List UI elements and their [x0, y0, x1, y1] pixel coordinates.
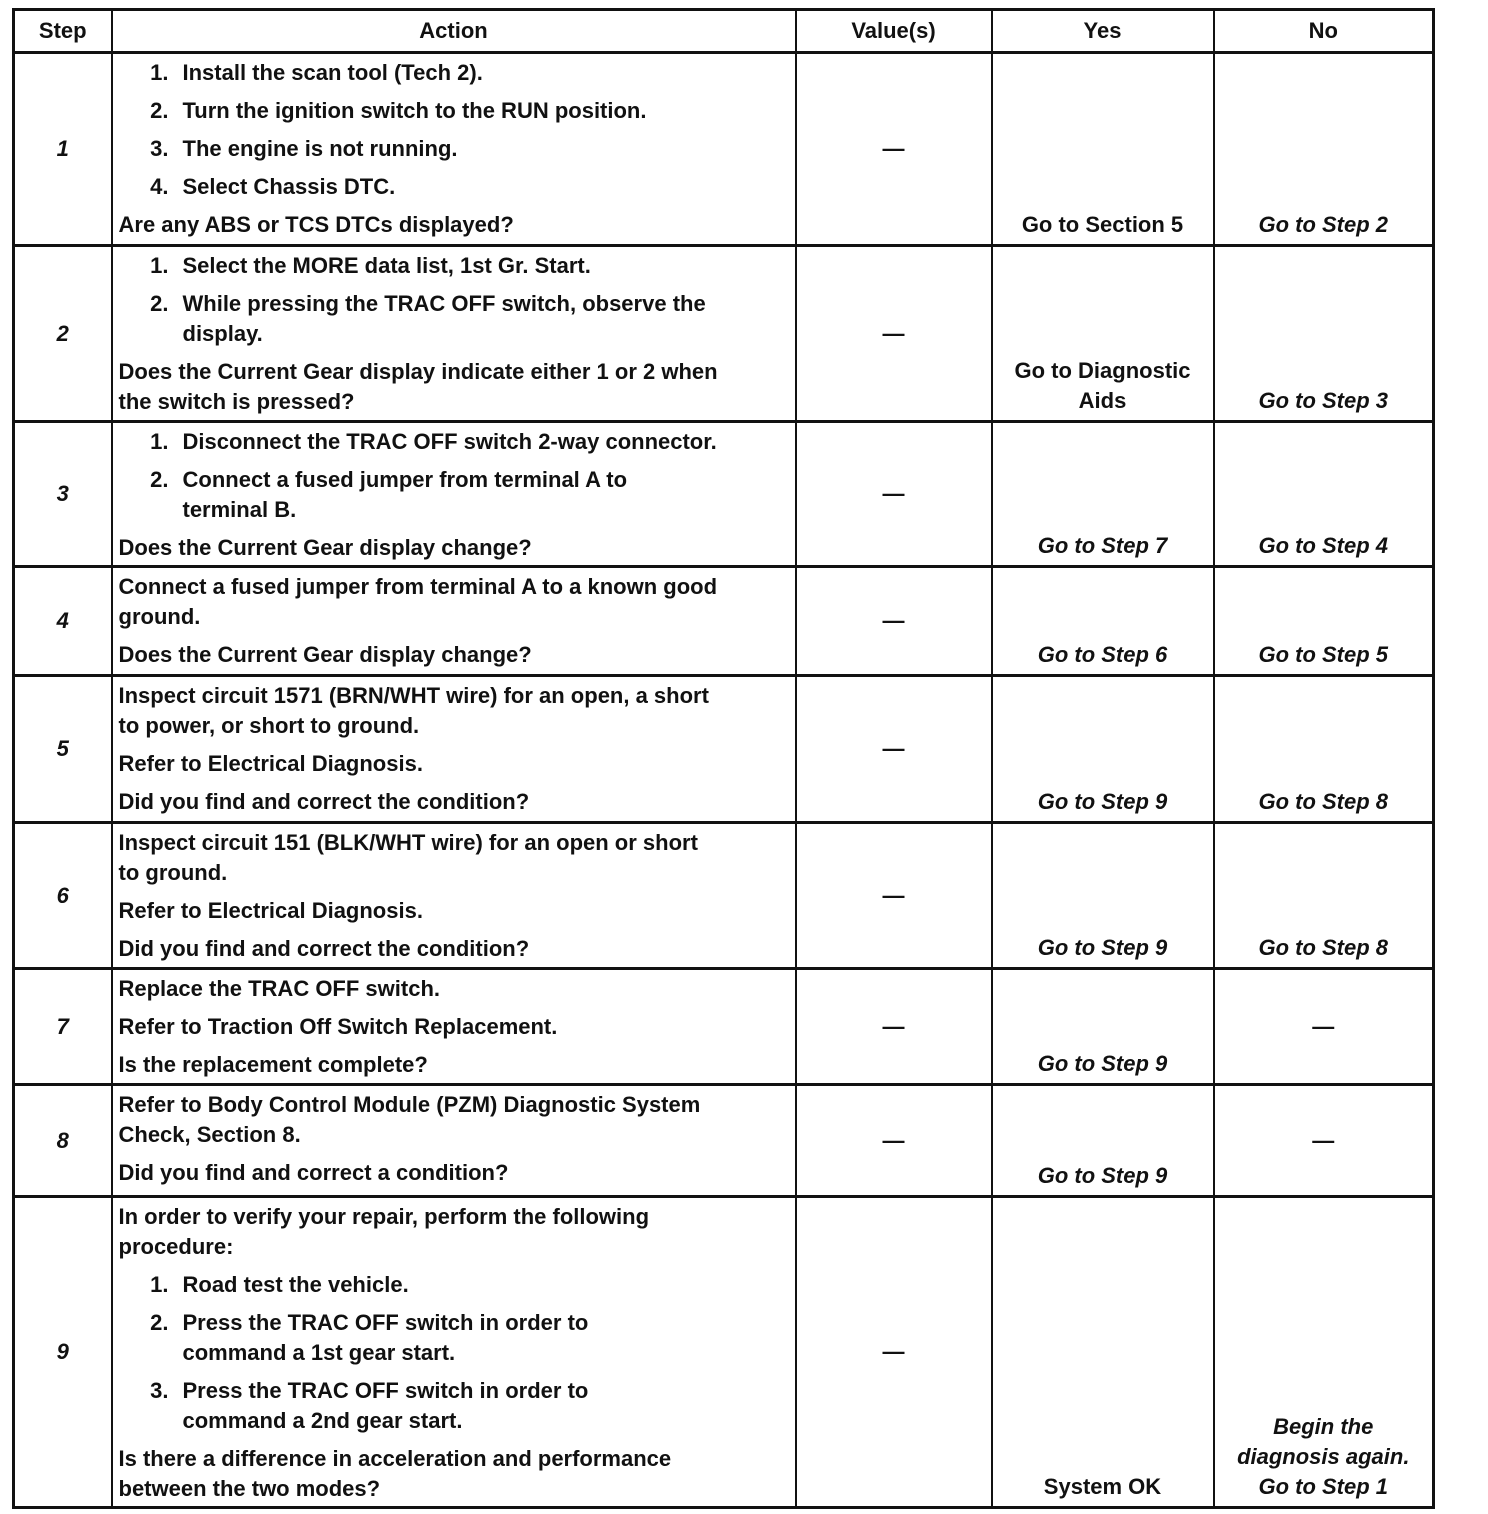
- intro-text: In order to verify your repair, perform the following procedure:: [118, 1204, 650, 1259]
- question-text: Are any ABS or TCS DTCs displayed?: [118, 212, 514, 237]
- header-values: Value(s): [796, 10, 992, 53]
- list-text: Select the MORE data list, 1st Gr. Start.: [182, 253, 591, 278]
- step-number: 8: [14, 1085, 112, 1197]
- list-number: 1.: [150, 253, 169, 278]
- list-number: 1.: [150, 60, 169, 85]
- list-number: 3.: [150, 136, 169, 161]
- step-number: 4: [14, 567, 112, 676]
- table-row: [14, 1197, 1434, 1508]
- step-number: 1: [14, 53, 112, 246]
- yes-result: Go to Section 5: [992, 53, 1214, 246]
- list-item: [119, 251, 789, 281]
- action-cell: [112, 1197, 796, 1508]
- list-number: 2.: [150, 467, 169, 492]
- step-number: 7: [14, 969, 112, 1085]
- list-text: Disconnect the TRAC OFF switch 2-way connector.: [182, 429, 717, 454]
- table-row: [14, 676, 1434, 823]
- yes-result: Go to Step 9: [992, 1085, 1214, 1197]
- list-text: Press the TRAC OFF switch in order to command a 2nd gear start.: [182, 1378, 589, 1433]
- list-number: 1.: [150, 429, 169, 454]
- value-cell: [796, 246, 992, 422]
- question-text: Is there a difference in acceleration and performance between the two modes?: [118, 1446, 672, 1501]
- step-number: 6: [14, 823, 112, 969]
- list-text: Turn the ignition switch to the RUN position.: [182, 98, 647, 123]
- step-number: 5: [14, 676, 112, 823]
- question-text: Does the Current Gear display change?: [118, 535, 532, 560]
- yes-result: Go to Step 9: [992, 676, 1214, 823]
- list-text: Select Chassis DTC.: [182, 174, 396, 199]
- action-text: Inspect circuit 1571 (BRN/WHT wire) for an open, a short to power, or short to ground.: [118, 683, 709, 738]
- table-row: [14, 246, 1434, 422]
- action-cell: [112, 422, 796, 567]
- no-result: Go to Step 8: [1214, 823, 1434, 969]
- value-dash: —: [882, 320, 905, 346]
- list-text: Install the scan tool (Tech 2).: [182, 60, 483, 85]
- header-yes: Yes: [992, 10, 1214, 53]
- action-cell: [112, 969, 796, 1085]
- list-item: [119, 289, 789, 349]
- action-text: Connect a fused jumper from terminal A to a known good ground.: [118, 574, 718, 629]
- table-row: [14, 969, 1434, 1085]
- list-number: 1.: [150, 1272, 169, 1297]
- list-item: [119, 1376, 789, 1436]
- table-row: [14, 567, 1434, 676]
- step-number: 9: [14, 1197, 112, 1508]
- no-result: Go to Step 4: [1214, 422, 1434, 567]
- list-number: 2.: [150, 1310, 169, 1335]
- no-result: Go to Step 2: [1214, 53, 1434, 246]
- list-text: Road test the vehicle.: [182, 1272, 409, 1297]
- list-item: [119, 1308, 789, 1368]
- value-cell: [796, 969, 992, 1085]
- action-text: Refer to Electrical Diagnosis.: [118, 898, 423, 923]
- value-dash: —: [882, 481, 905, 506]
- value-cell: [796, 567, 992, 676]
- value-cell: [796, 823, 992, 969]
- action-text: Refer to Traction Off Switch Replacement.: [118, 1014, 558, 1039]
- question-text: Does the Current Gear display change?: [118, 642, 532, 667]
- header-step: Step: [14, 10, 112, 53]
- table-row: [14, 1085, 1434, 1197]
- no-result: Go to Step 5: [1214, 567, 1434, 676]
- list-item: [119, 96, 789, 126]
- no-result: Begin the diagnosis again. Go to Step 1: [1214, 1197, 1434, 1508]
- yes-result: Go to Step 9: [992, 969, 1214, 1085]
- list-text: Press the TRAC OFF switch in order to command a 1st gear start.: [182, 1310, 589, 1365]
- value-cell: [796, 676, 992, 823]
- action-text: Inspect circuit 151 (BLK/WHT wire) for an open or short to ground.: [118, 830, 698, 885]
- list-item: [119, 427, 789, 457]
- list-number: 3.: [150, 1378, 169, 1403]
- value-dash: —: [882, 1339, 905, 1364]
- list-item: [119, 172, 789, 202]
- yes-result: Go to Diagnostic Aids: [992, 246, 1214, 422]
- action-text: Refer to Body Control Module (PZM) Diagnostic System Check, Section 8.: [118, 1092, 701, 1147]
- no-result: Go to Step 8: [1214, 676, 1434, 823]
- yes-result: Go to Step 7: [992, 422, 1214, 567]
- action-cell: [112, 567, 796, 676]
- list-item: [119, 465, 789, 525]
- question-text: Does the Current Gear display indicate either 1 or 2 when the switch is pressed?: [118, 359, 718, 414]
- yes-result: Go to Step 6: [992, 567, 1214, 676]
- list-item: [119, 58, 789, 88]
- list-number: 2.: [150, 291, 169, 316]
- question-text: Did you find and correct a condition?: [118, 1160, 509, 1185]
- question-text: Did you find and correct the condition?: [118, 789, 530, 814]
- yes-result: Go to Step 9: [992, 823, 1214, 969]
- list-item: [119, 134, 789, 164]
- action-cell: [112, 676, 796, 823]
- step-number: 3: [14, 422, 112, 567]
- table-row: [14, 53, 1434, 246]
- no-result: —: [1214, 969, 1434, 1085]
- value-dash: —: [882, 1013, 905, 1039]
- list-item: [119, 1270, 789, 1300]
- action-text: Replace the TRAC OFF switch.: [118, 976, 440, 1001]
- step-number: 2: [14, 246, 112, 422]
- value-cell: [796, 422, 992, 567]
- value-dash: —: [882, 136, 905, 161]
- diagnostic-table: [12, 8, 1435, 1509]
- no-result: Go to Step 3: [1214, 246, 1434, 422]
- value-dash: —: [882, 736, 905, 761]
- list-number: 2.: [150, 98, 169, 123]
- yes-result: System OK: [992, 1197, 1214, 1508]
- action-cell: [112, 246, 796, 422]
- list-text: The engine is not running.: [182, 136, 458, 161]
- value-dash: —: [882, 882, 905, 908]
- action-cell: [112, 53, 796, 246]
- value-dash: —: [882, 1127, 905, 1153]
- no-result: —: [1214, 1085, 1434, 1197]
- question-text: Is the replacement complete?: [118, 1052, 428, 1077]
- list-text: Connect a fused jumper from terminal A to terminal B.: [182, 467, 628, 522]
- value-cell: [796, 1085, 992, 1197]
- header-action: Action: [112, 10, 796, 53]
- action-cell: [112, 1085, 796, 1197]
- value-dash: —: [882, 608, 905, 633]
- action-cell: [112, 823, 796, 969]
- value-cell: [796, 53, 992, 246]
- list-text: While pressing the TRAC OFF switch, observe the display.: [182, 291, 706, 346]
- value-cell: [796, 1197, 992, 1508]
- question-text: Did you find and correct the condition?: [118, 936, 530, 961]
- header-row: [14, 10, 1434, 53]
- table-row: [14, 823, 1434, 969]
- action-text: Refer to Electrical Diagnosis.: [118, 751, 423, 776]
- table-row: [14, 422, 1434, 567]
- header-no: No: [1214, 10, 1434, 53]
- list-number: 4.: [150, 174, 169, 199]
